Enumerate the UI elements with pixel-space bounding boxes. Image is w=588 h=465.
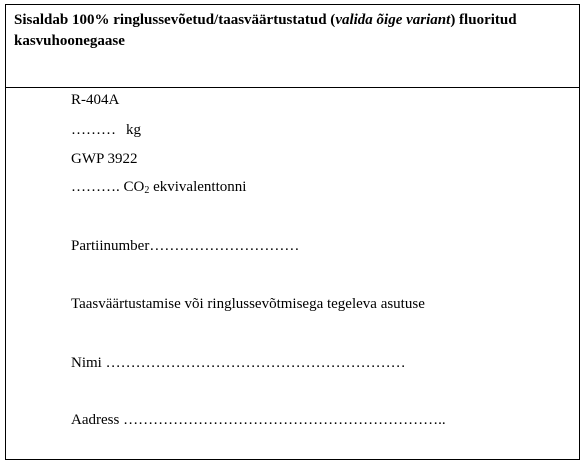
quantity-blank: ……… (71, 122, 116, 138)
company-label: Taasväärtustamise või ringlussevõtmisega tegeleva asutuse (71, 296, 425, 312)
heading-text-part1: Sisaldab 100% ringlussevõetud/taasväärtustatud ( (14, 12, 336, 28)
co2-equivalent-line (71, 178, 246, 196)
header-row (6, 5, 579, 88)
co2-blank: ………. (71, 179, 120, 195)
quantity-unit: kg (126, 122, 141, 138)
co2-suffix: ekvivalenttonni (153, 179, 247, 195)
batch-number-line: Partiinumber………………………… (71, 238, 300, 254)
refrigerant-name: R-404A (71, 92, 120, 108)
gwp-value: GWP 3922 (71, 151, 138, 167)
heading-emphasis: valida õige variant (335, 12, 451, 28)
co2-subscript: 2 (144, 185, 150, 196)
heading-text-part2: ) fluoritud kasvuhoonegaase (14, 12, 517, 49)
co2-prefix: CO (123, 179, 145, 195)
address-line: Aadress ……………………………………………………….. (71, 412, 446, 428)
name-line: Nimi …………………………………………………… (71, 355, 406, 371)
quantity-line (71, 121, 141, 139)
label-form-box (5, 4, 580, 460)
label-heading (14, 10, 569, 52)
